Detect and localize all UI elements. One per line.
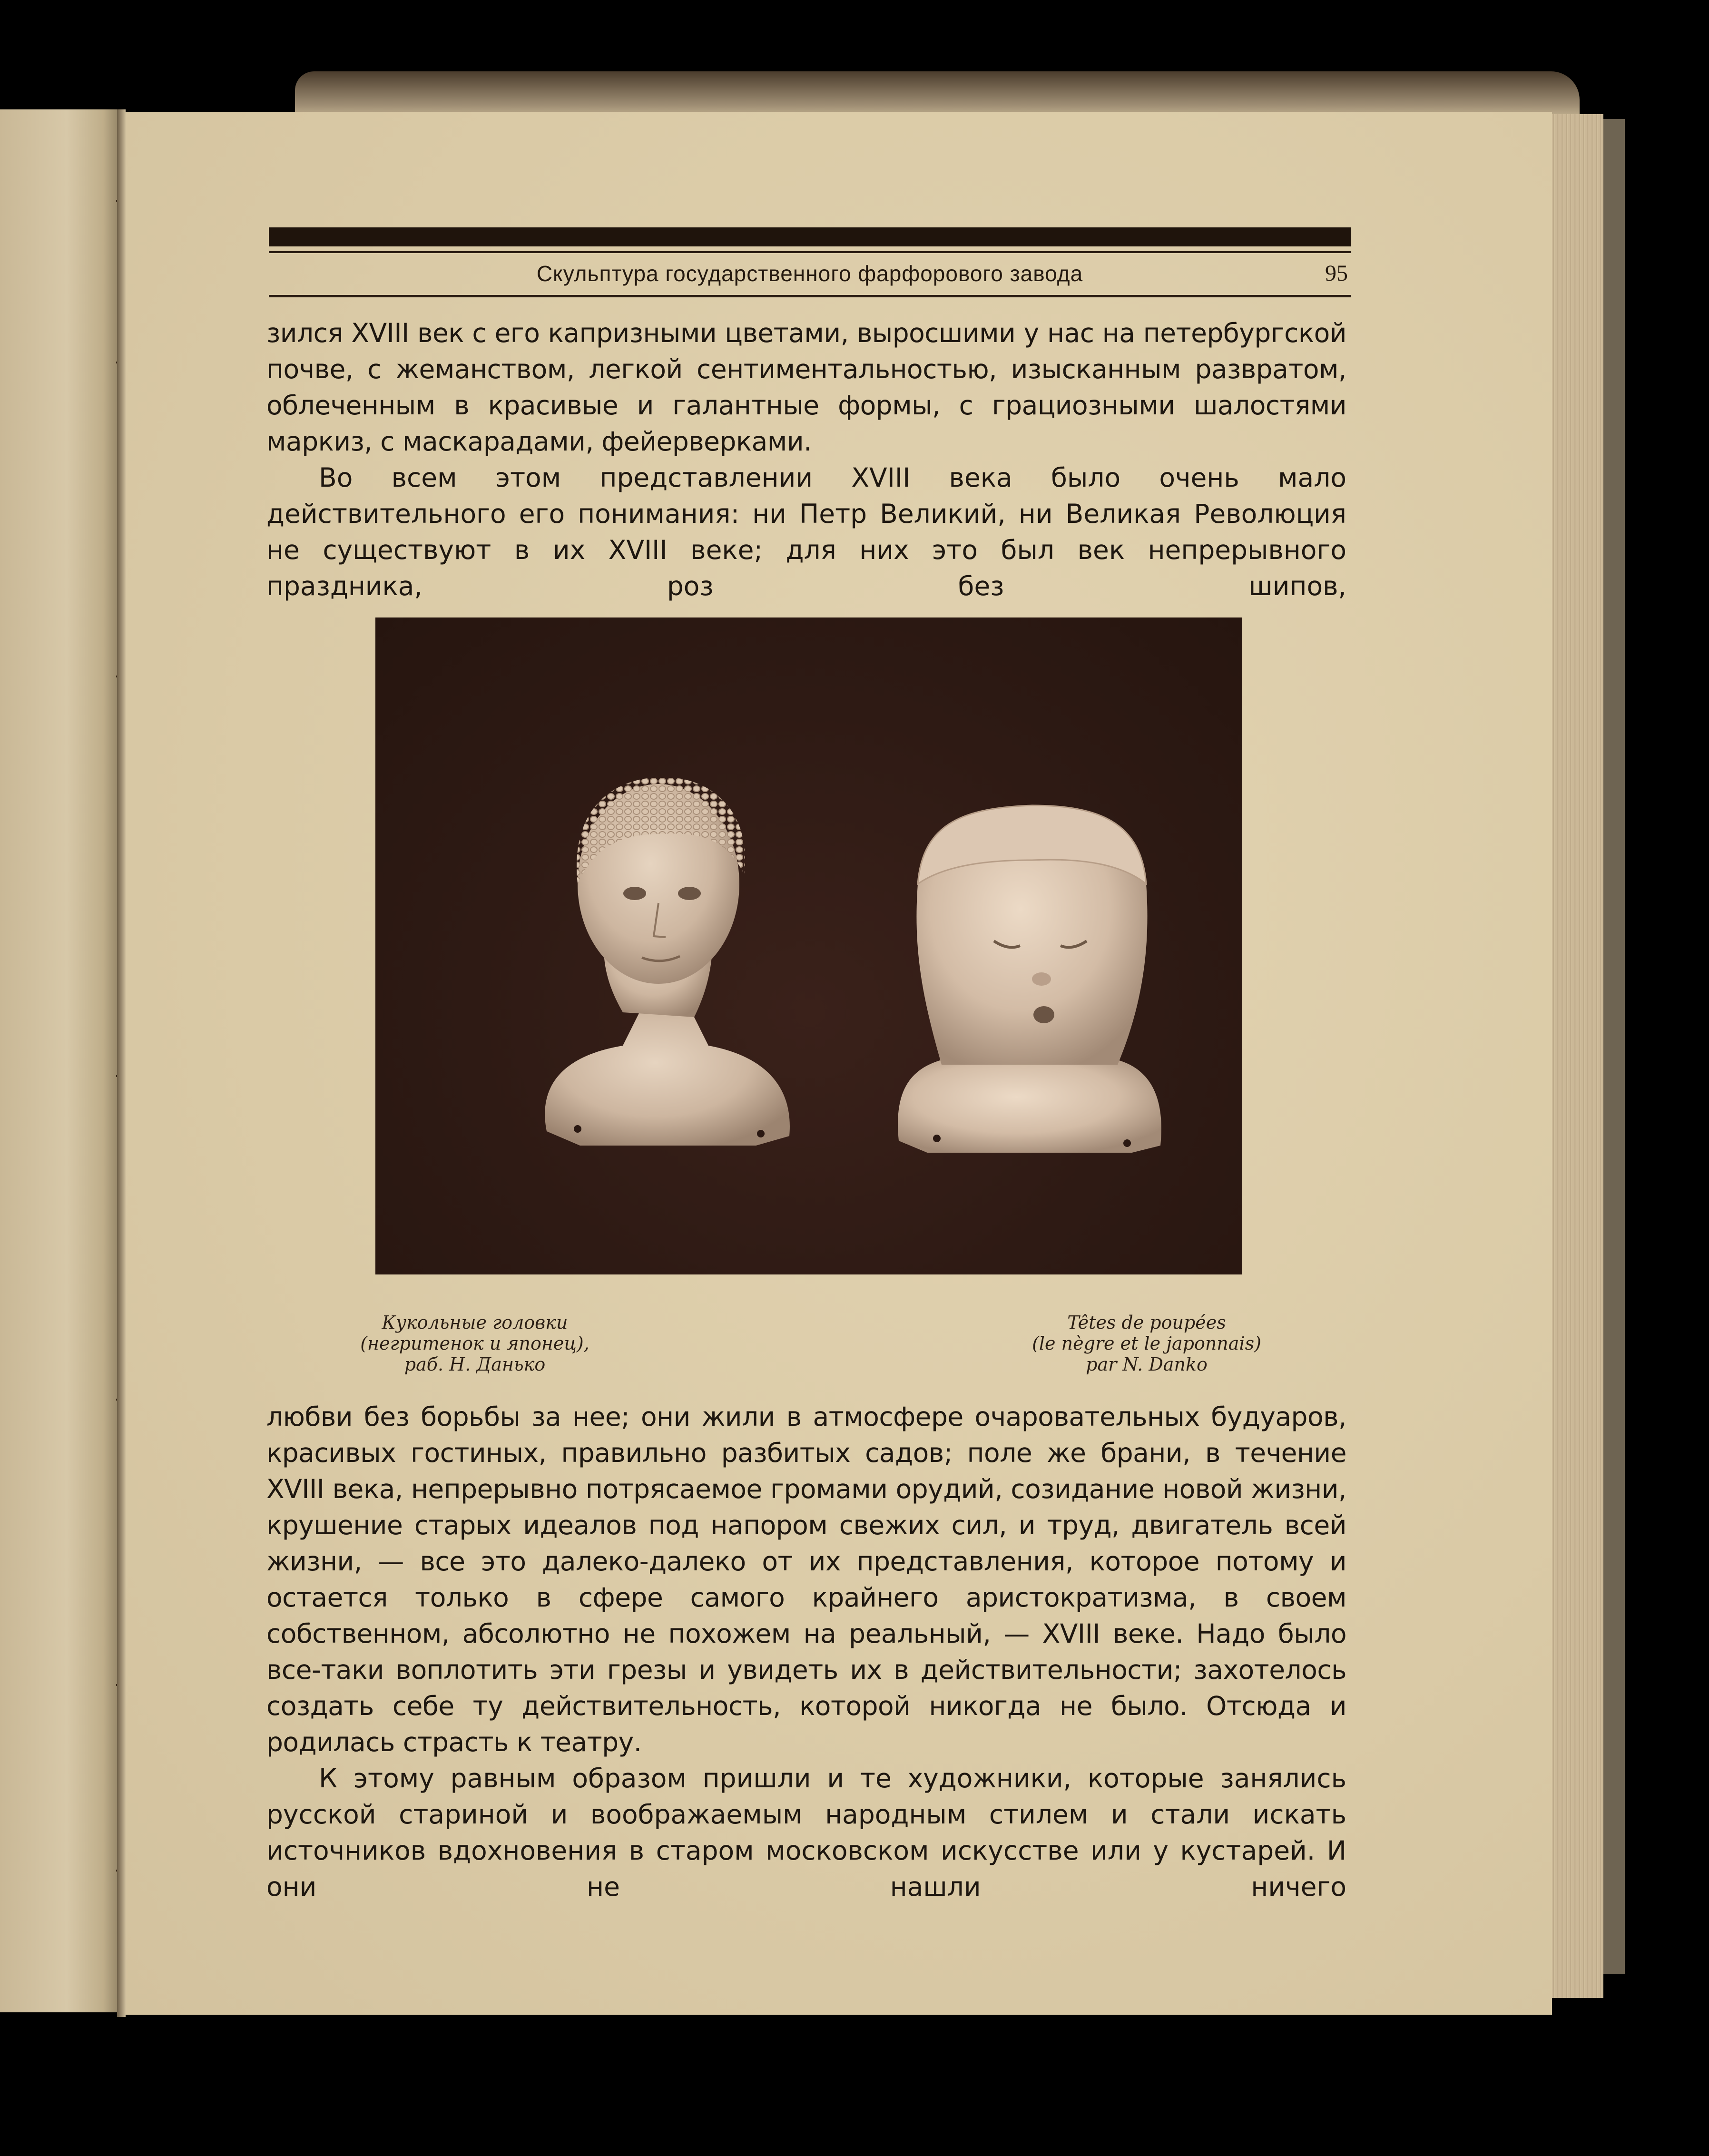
caption-russian <box>342 1312 608 1375</box>
paragraph: зился XVIII век с его капризными цветами, выросшими у нас на петербургской почве, с жеманством, легкой сентиментальностью, изысканным развратом, облеченным в красивые и галантные формы, с грациозными шалостями маркиз, с маскарадами, фейерверками. <box>266 318 1346 457</box>
left-facing-page <box>0 109 121 2012</box>
doll-head-right <box>898 805 1161 1153</box>
running-head-title: Скульптура государственного фарфорового завода <box>536 261 1083 286</box>
header-thin-rule <box>269 251 1351 253</box>
caption-line: (le nègre et le japonnais) <box>1032 1333 1261 1354</box>
body-text-bottom <box>266 1399 1346 1905</box>
back-cover-edge <box>1601 119 1625 1974</box>
doll-head-left <box>545 777 790 1146</box>
header-thick-rule <box>269 227 1351 246</box>
caption-line: раб. Н. Данько <box>404 1354 546 1375</box>
paragraph: любви без борьбы за нее; они жили в атмосфере очаровательных будуаров, красивых гостиных, правильно разбитых садов; поле же брани, в течение XVIII века, непрерывно потрясаемое громами орудий, созидание новой жизни, крушение старых идеалов под напором свежих сил, и труд, двигатель всей жизни, — все это далеко-далеко от их представления, которое потому и остается только в сфере самого крайнего аристократизма, в своем собственном, абсолютно не похожем на реальный, — XVIII веке. Надо было все-таки воплотить эти грезы и увидеть их в действительности; захотелось создать себе ту действительность, которой никогда не было. Отсюда и родилась страсть к театру. <box>266 1401 1346 1757</box>
paragraph: Во всем этом представлении XVIII века было очень мало действительного его понимания: ни Петр Великий, ни Великая Революция не существуют в их XVIII веке; для них это был век непрерывного праздника, роз без шипов, <box>266 462 1346 601</box>
running-head <box>269 259 1351 288</box>
page-gutter <box>117 109 126 2017</box>
doll-heads-photograph-icon <box>375 617 1242 1274</box>
caption-french <box>1013 1312 1280 1375</box>
caption-line: Кукольные головки <box>382 1312 568 1333</box>
header-bottom-rule <box>269 295 1351 297</box>
caption-line: (негритенок и японец), <box>360 1333 589 1354</box>
caption-line: par N. Danko <box>1086 1354 1208 1375</box>
page-stack-edges <box>1546 114 1603 1998</box>
page-number: 95 <box>1325 261 1348 286</box>
caption-line: Têtes de poupées <box>1067 1312 1226 1333</box>
body-text-top <box>266 315 1346 604</box>
paragraph: К этому равным образом пришли и те художники, которые занялись русской стариной и воображаемым народным стилем и стали искать источников вдохновения в старом московском искусстве или у кустарей. И они не нашли ничего <box>266 1763 1346 1902</box>
